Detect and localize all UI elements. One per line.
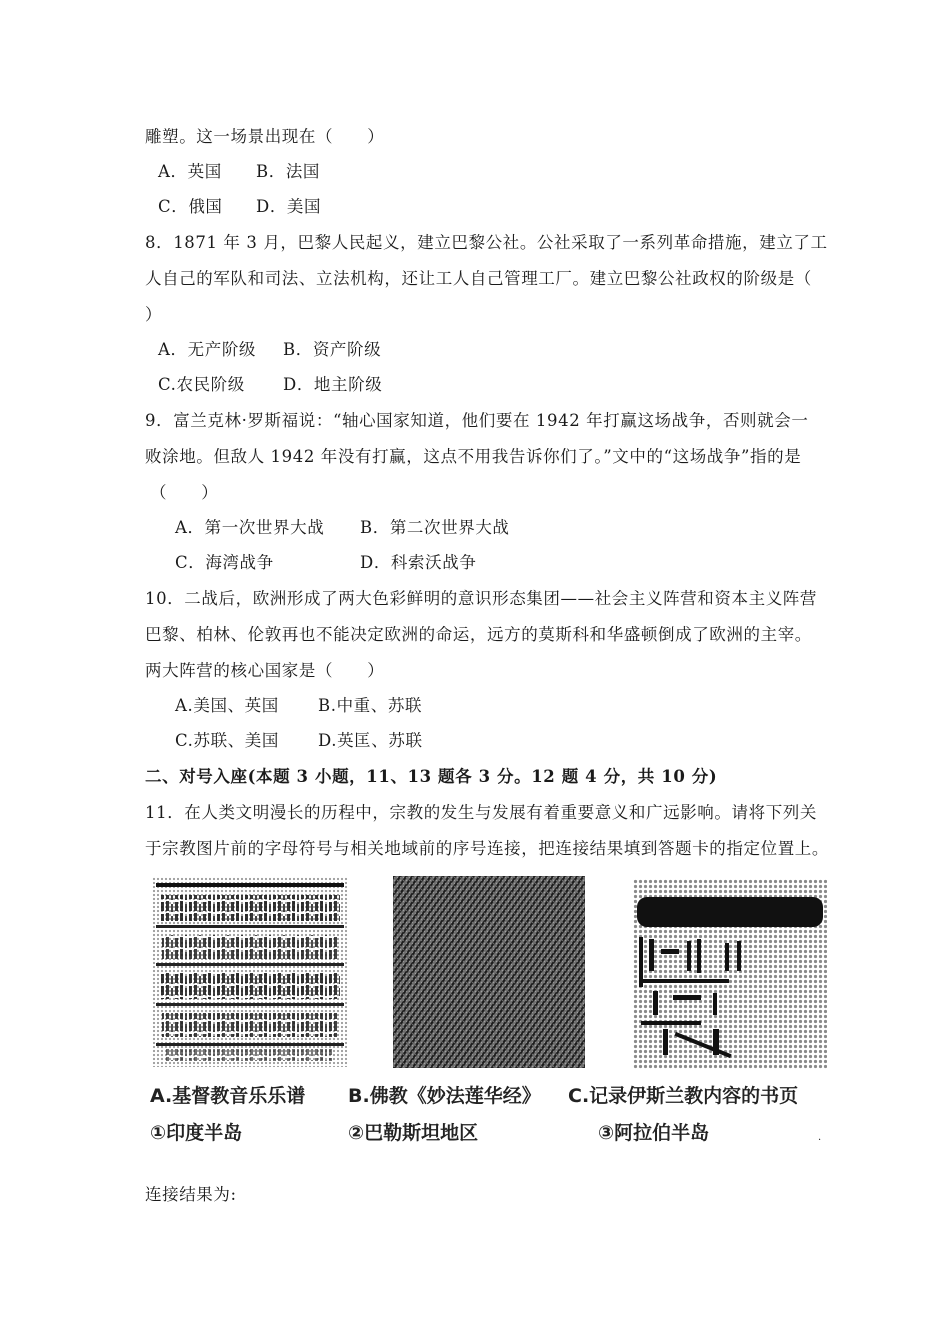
q8-option-c[interactable]: C.农民阶级 [158, 375, 245, 394]
q8-stem-line3: ） [145, 305, 163, 324]
q10-stem-line2: 巴黎、柏林、伦敦再也不能决定欧洲的命运，远方的莫斯科和华盛顿倒成了欧洲的主宰。 [145, 625, 812, 644]
figure-c-caption: C.记录伊斯兰教内容的书页 [568, 1085, 799, 1107]
q10-options-row1 [175, 695, 422, 717]
q7-option-c[interactable]: C．俄国 [158, 197, 223, 216]
q9-option-d[interactable]: D．科索沃战争 [360, 553, 477, 572]
section-2-heading: 二、对号入座(本题 3 小题，11、13 题各 3 分。12 题 4 分，共 10 分) [145, 767, 718, 786]
figure-a-caption: A.基督教音乐乐谱 [150, 1085, 306, 1107]
q11-stem-line2: 于宗教图片前的字母符号与相关地域前的序号连接，把连接结果填到答题卡的指定位置上。 [145, 839, 829, 858]
q8-options-row1 [158, 339, 381, 361]
q11-result-label: 连接结果为: [145, 1185, 237, 1204]
q10-option-a[interactable]: A.美国、英国 [175, 696, 279, 715]
q9-options-row1 [175, 517, 510, 539]
q10-option-d[interactable]: D.英匡、苏联 [318, 731, 423, 750]
q9-stem-line1: 9．富兰克林·罗斯福说：“轴心国家知道，他们要在 1942 年打赢这场战争，否则就会一 [145, 411, 809, 430]
figure-b-caption: B.佛教《妙法莲华经》 [348, 1085, 541, 1107]
figure-a-music-score-image [152, 877, 348, 1067]
q9-option-a[interactable]: A．第一次世界大战 [175, 518, 325, 537]
stray-dot: . [818, 1132, 822, 1143]
q10-option-b[interactable]: B.中重、苏联 [318, 696, 423, 715]
q10-stem-line3: 两大阵营的核心国家是（ ） [145, 661, 385, 680]
q9-option-c[interactable]: C．海湾战争 [175, 553, 274, 572]
q8-stem-line2: 人自己的军队和司法、立法机构，还让工人自己管理工厂。建立巴黎公社政权的阶级是（ [145, 269, 812, 288]
q10-options-row2 [175, 730, 423, 752]
q8-options-row2 [158, 374, 382, 396]
q9-option-b[interactable]: B．第二次世界大战 [360, 518, 510, 537]
q7-options-row2 [158, 196, 321, 218]
q7-option-b[interactable]: B．法国 [256, 162, 321, 181]
q7-option-d[interactable]: D．美国 [256, 197, 322, 216]
q7-stem: 雕塑。这一场景出现在（ ） [145, 127, 385, 146]
q10-option-c[interactable]: C.苏联、美国 [175, 731, 279, 750]
q7-options-row1 [158, 161, 320, 183]
figure-c-islamic-page-image [633, 879, 827, 1069]
q11-stem-line1: 11．在人类文明漫长的历程中，宗教的发生与发展有着重要意义和广远影响。请将下列关 [145, 803, 817, 822]
q9-stem-line3: （ ） [150, 483, 219, 502]
q9-stem-line2: 败涂地。但敌人 1942 年没有打赢，这点不用我告诉你们了。”文中的“这场战争”指的是 [145, 447, 802, 466]
q10-stem-line1: 10．二战后，欧洲形成了两大色彩鲜明的意识形态集团——社会主义阵营和资本主义阵营 [145, 589, 817, 608]
figure-b-lotus-sutra-image [393, 876, 585, 1068]
q7-option-a[interactable]: A．英国 [158, 162, 222, 181]
region-3-label: ③阿拉伯半岛 [598, 1122, 710, 1144]
q8-stem-line1: 8．1871 年 3 月，巴黎人民起义，建立巴黎公社。公社采取了一系列革命措施，建立了工 [145, 233, 828, 252]
region-2-label: ②巴勒斯坦地区 [348, 1122, 479, 1144]
q8-option-b[interactable]: B．资产阶级 [283, 340, 382, 359]
region-1-label: ①印度半岛 [150, 1122, 243, 1144]
q8-option-a[interactable]: A．无产阶级 [158, 340, 257, 359]
q8-option-d[interactable]: D．地主阶级 [283, 375, 383, 394]
q9-options-row2 [175, 552, 476, 574]
